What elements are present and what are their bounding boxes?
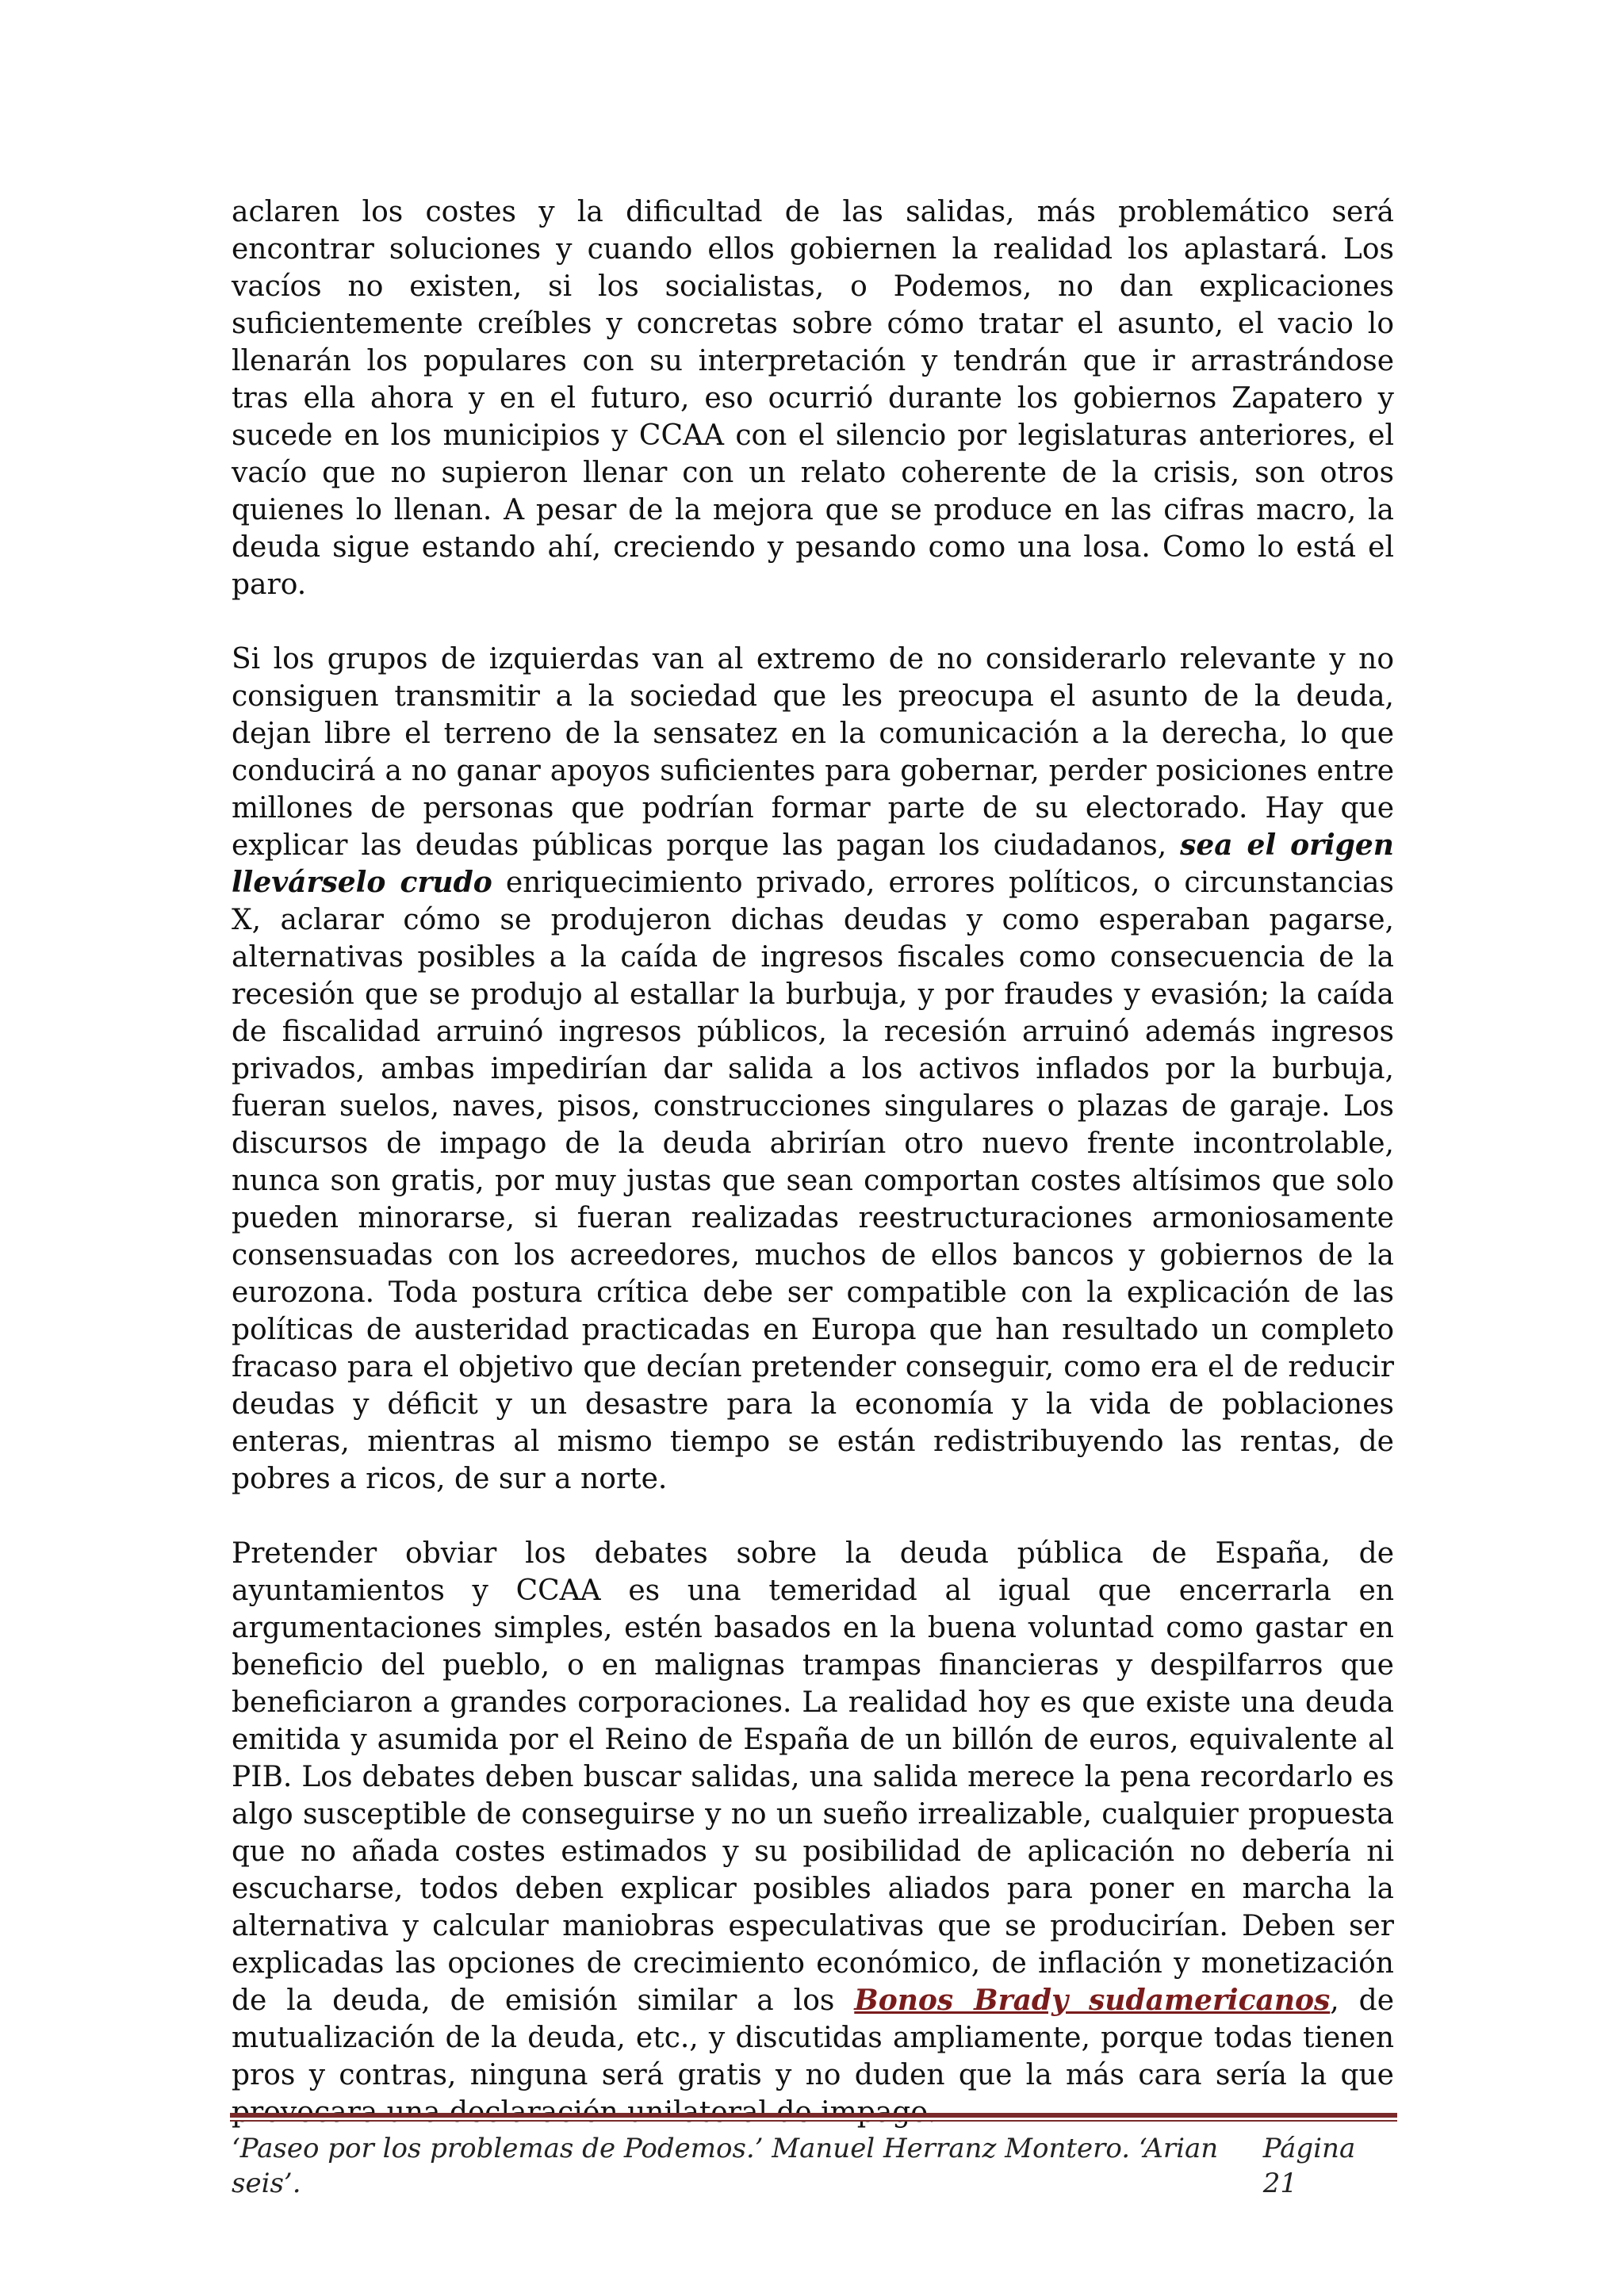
paragraph-3-text-after: , de mutualización de la deuda, etc., y discutidas ampliamente, porque todas tienen pros y contras, ninguna será gratis y no duden que la más cara sería la que — [232, 1984, 1394, 2091]
page-number: Página 21 — [1262, 2133, 1356, 2199]
paragraph-1-text: aclaren los costes y la dificultad de las salidas, más problemático será encontrar soluciones y cuando ellos gobiernen la realidad los aplastará. Los vacíos no existen, si los socialistas, o Podemos, no dan explicaciones suficientemente creíbles y concretas sobre cómo tratar el asunto, el vacio lo llenarán los populares con su interpretación y tendrán que ir arrastrándose tras ella ahora y en el futuro, eso ocurrió durante los gobiernos Zapatero y sucede en los municipios y CCAA con el silencio por legislaturas anteriores, el vacío que no supieron llenar con un relato coherente de la crisis, son otros quienes lo llenan. A pesar de la mejora que se produce en las cifras macro, la deuda sigue estando ahí, creciendo y pesando como una losa. Como lo está el paro. — [232, 196, 1394, 601]
footer-divider — [230, 2113, 1397, 2122]
footer-citation: ‘Paseo por los problemas de Podemos.’ Manuel Herranz Montero. ‘Arian seis’. — [232, 2133, 1219, 2199]
body-text — [232, 193, 1394, 2131]
paragraph-2-text-after: enriquecimiento privado, errores políticos, o circunstancias X, aclarar cómo se produjeron dichas deudas y como esperaban pagarse, alternativas posibles a la caída de ingresos fiscales como consecuencia de la recesión que se produjo al estallar la burbuja, y por fraudes y evasión; la caída de fiscalidad arruinó ingresos públicos, la recesión arruinó además ingresos privados, ambas impedirían dar salida a los activos inflados por la burbuja, fueran suelos, naves, pisos, construcciones singulares o plazas de garaje. Los discursos de impago de la deuda abrirían otro nuevo frente incontrolable, nunca son gratis, por muy justas que sean comportan costes altísimos que solo pueden minorarse, si fueran realizadas reestructuraciones armoniosamente consensuadas con los acreedores, muchos de ellos bancos y gobiernos de la eurozona. Toda postura crítica debe ser compatible con la explicación de las políticas de austeridad practicadas en Europa que han resultado un completo fracaso para el objetivo que decían pretender conseguir, como era el de reducir deudas y déficit y un desastre para la economía y la vida de poblaciones enteras, mientras al mismo tiempo se están redistribuyendo las rentas, de pobres a ricos, de sur a norte. — [232, 867, 1394, 1495]
paragraph-2-emphasis: sea el origen llevárselo crudo — [232, 828, 1394, 899]
paragraph-3-text-before: Pretender obviar los debates sobre la deuda pública de España, de ayuntamientos y CCAA es una temeridad al igual que encerrarla en argumentaciones simples, estén basados en la buena voluntad como gastar en beneficio del pueblo, o en malignas trampas financieras y despilfarros que beneficiaron a grandes corporaciones. La realidad hoy es que existe una deuda emitida y asumida por el Reino de España de un billón de euros, equivalente al PIB. Los debates deben buscar salidas, una salida merece la pena recordarlo es algo susceptible de conseguirse y no un sueño irrealizable, cualquier propuesta que no añada costes estimados y su posibilidad de aplicación no debería ni escucharse, todos deben explicar posibles aliados para poner en marcha la alternativa y calcular maniobras especulativas que se producirían. Deben ser explicadas las opciones de crecimiento económico, de inflación y monetización de la deuda, de emisión similar a los — [232, 1537, 1394, 2017]
paragraph-1 — [232, 193, 1394, 603]
page-footer — [232, 2131, 1394, 2201]
paragraph-3 — [232, 1535, 1394, 2131]
paragraph-2-text-before: Si los grupos de izquierdas van al extremo de no considerarlo relevante y no consiguen transmitir a la sociedad que les preocupa el asunto de la deuda, dejan libre el terreno de la sensatez en la comunicación a la derecha, lo que conducirá a no ganar apoyos suficientes para gobernar, perder posiciones entre millones de personas que podrían formar parte de su electorado. Hay que explicar las deudas públicas porque las pagan los ciudadanos, — [232, 643, 1394, 862]
paragraph-2 — [232, 641, 1394, 1498]
bonos-brady-link[interactable]: Bonos Brady sudamericanos — [854, 1984, 1331, 2017]
